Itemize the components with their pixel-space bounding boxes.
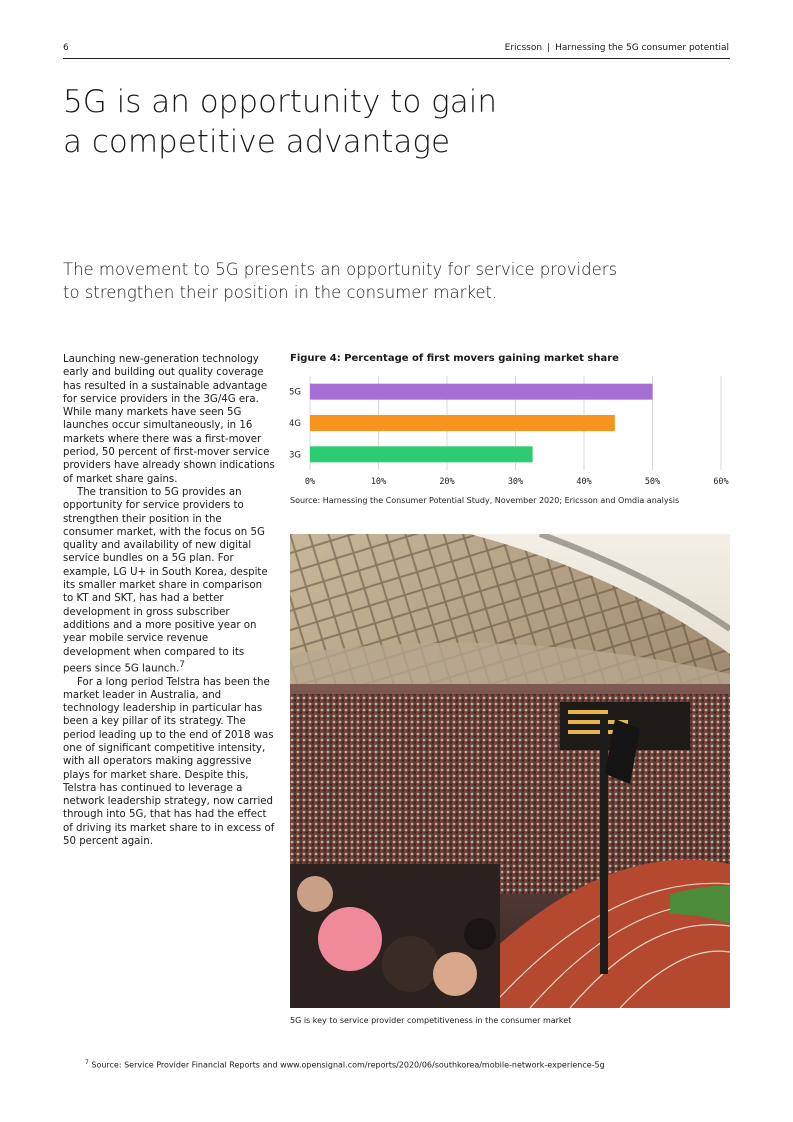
header-doc-title: Harnessing the 5G consumer potential — [555, 43, 729, 53]
footnote — [85, 1059, 605, 1070]
figure-source: Source: Harnessing the Consumer Potential Study, November 2020; Ericsson and Omdia analysis — [290, 496, 680, 505]
bar-4g — [310, 415, 615, 431]
page-title-line-2: a competitive advantage — [63, 124, 451, 160]
footnote-ref: 7 — [179, 659, 185, 670]
body-paragraph-2-text: The transition to 5G provides an opportunity for service providers to strengthen their position in the consumer market, with the focus on 5G quality and availability of new digital service bundles on a 5G plan. For example, LG U+ in South Korea, despite its smaller market share in comparison to KT and SKT, has had a better development in gross subscriber additions and a more positive year on year mobile service revenue development when compared to its peers since 5G launch. — [63, 486, 268, 675]
tick-label-20: 20% — [439, 477, 455, 487]
body-paragraph-2 — [63, 486, 275, 676]
footnote-marker: 7 — [85, 1059, 89, 1066]
tick-label-60: 60% — [713, 477, 729, 487]
bar-3g — [310, 446, 533, 462]
page-number: 6 — [63, 43, 69, 53]
body-paragraph-1: Launching new-generation technology early and building out quality coverage has resulted in a sustainable advantage for service providers in the 3G/4G era. While many markets have seen 5G launches occur simultaneously, in 16 markets where there was a first-mover period, 50 percent of first-mover service providers have already shown indications of market share gains. — [63, 354, 275, 485]
category-label-5g: 5G — [289, 387, 301, 398]
tick-label-40: 40% — [576, 477, 592, 487]
category-label-3g: 3G — [289, 450, 301, 461]
lead-paragraph — [63, 258, 623, 304]
tick-label-50: 50% — [644, 477, 661, 487]
figure-title: Figure 4: Percentage of first movers gaining market share — [290, 353, 619, 364]
page-title — [63, 82, 583, 162]
header-rule — [63, 58, 730, 59]
stadium-illustration — [290, 534, 730, 1008]
page-title-line-1: 5G is an opportunity to gain — [63, 84, 497, 120]
running-header — [505, 43, 729, 53]
stadium-photo — [290, 534, 730, 1008]
tick-label-30: 30% — [507, 477, 524, 487]
photo-caption: 5G is key to service provider competitiveness in the consumer market — [290, 1016, 572, 1025]
body-column — [63, 353, 275, 848]
tick-label-0: 0% — [304, 477, 316, 487]
header-company: Ericsson — [504, 43, 543, 53]
lead-line-2: to strengthen their position in the consumer market. — [63, 283, 498, 302]
tick-label-10: 10% — [370, 477, 387, 487]
category-label-4g: 4G — [289, 419, 301, 429]
bar-5g — [310, 384, 653, 400]
lead-line-1: The movement to 5G presents an opportunity for service providers — [63, 260, 618, 279]
footnote-text: Source: Service Provider Financial Reports and www.opensignal.com/reports/2020/06/southkorea/mobile-network-experience-5g — [91, 1060, 605, 1070]
header-separator: | — [547, 43, 551, 53]
bar-chart — [285, 372, 735, 492]
body-paragraph-3: For a long period Telstra has been the market leader in Australia, and technology leadership in particular has been a key pillar of its strategy. The period leading up to the end of 2018 was one of significant competitive intensity, with all operators making aggressive plays for market share. Despite this, Telstra has continued to leverage a network leadership strategy, now carried through into 5G, that has had the effect of driving its market share to in excess of 50 percent again. — [63, 676, 275, 848]
